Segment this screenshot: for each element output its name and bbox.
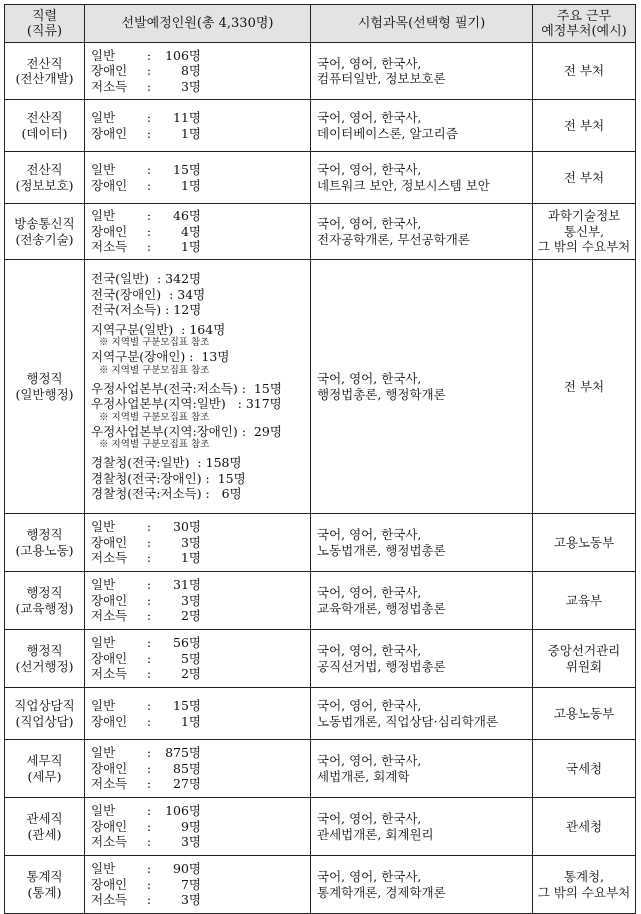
table-row xyxy=(5,43,636,100)
hiring-line xyxy=(91,745,306,761)
series-label: 전산직 xyxy=(26,55,63,71)
hiring-category: 일반 xyxy=(91,635,116,651)
hiring-line xyxy=(91,162,306,178)
hiring-line xyxy=(91,666,306,682)
hiring-category: 일반 xyxy=(91,803,116,819)
hiring-count: 15명 xyxy=(173,162,201,177)
hiring-count: 1명 xyxy=(180,239,201,255)
hiring-category: 일반 xyxy=(91,745,116,761)
hiring-category: 장애인 xyxy=(91,534,128,550)
hiring-line xyxy=(91,714,306,730)
series-label: 세무직 xyxy=(26,753,63,768)
hiring-category: 일반 xyxy=(91,698,116,713)
series-label: 행정직 xyxy=(26,585,63,600)
subjects-cell xyxy=(311,572,533,630)
hiring-category: 일반 xyxy=(91,577,116,593)
hiring-line xyxy=(91,803,306,819)
recruitment-table xyxy=(4,4,636,914)
hiring-line xyxy=(91,776,306,792)
hiring-category: 장애인 xyxy=(91,177,128,193)
hiring-count: 3명 xyxy=(180,592,201,608)
hiring-colon: : xyxy=(146,63,152,79)
hiring-line: 우정사업본부(지역:장애인) : 29명 xyxy=(91,423,282,439)
hiring-line: 우정사업본부(전국:저소득) : 15명 xyxy=(91,380,282,396)
dept-line: 통신부, xyxy=(563,223,605,239)
series-cell xyxy=(5,740,85,798)
hiring-category: 저소득 xyxy=(91,550,128,566)
series-label: (데이터) xyxy=(21,125,68,141)
subject-line: 행정법총론, 행정학개론 xyxy=(317,386,446,402)
series-label: (관세) xyxy=(27,826,62,842)
hiring-category: 일반 xyxy=(91,208,116,224)
series-label: 방송통신직 xyxy=(14,216,75,231)
hiring-line xyxy=(91,126,306,142)
series-label: 행정직 xyxy=(26,643,63,658)
hiring-line xyxy=(91,519,306,535)
series-label: 통계직 xyxy=(26,869,63,884)
hiring-count: 5명 xyxy=(180,650,201,666)
series-label: (선거행정) xyxy=(15,658,74,674)
subjects-cell xyxy=(311,630,533,688)
subject-line: 국어, 영어, 한국사, xyxy=(317,698,422,713)
table-row xyxy=(5,740,636,798)
hiring-category: 일반 xyxy=(91,162,116,177)
series-cell xyxy=(5,630,85,688)
hiring-colon: : xyxy=(146,519,152,535)
hiring-colon: : xyxy=(146,892,152,908)
hiring-colon: : xyxy=(146,745,152,761)
hiring-cell xyxy=(85,204,311,260)
subject-line: 데이터베이스론, 알고리즘 xyxy=(317,125,458,141)
series-cell xyxy=(5,514,85,572)
subject-line: 통계학개론, 경제학개론 xyxy=(317,884,446,900)
hiring-category: 장애인 xyxy=(91,63,128,79)
hiring-colon: : xyxy=(146,78,152,94)
dept-cell xyxy=(533,572,636,630)
hiring-count: 106명 xyxy=(165,47,201,63)
hiring-category: 일반 xyxy=(91,861,116,877)
hiring-colon: : xyxy=(146,223,152,239)
subject-line: 국어, 영어, 한국사, xyxy=(317,753,422,768)
subjects-cell xyxy=(311,740,533,798)
subjects-cell xyxy=(311,856,533,914)
subject-line: 공직선거법, 행정법총론 xyxy=(317,658,446,674)
hiring-category: 일반 xyxy=(91,47,116,63)
dept-line: 과학기술정보 xyxy=(547,208,621,224)
subject-line: 전자공학개론, 무선공학개론 xyxy=(317,231,470,247)
series-label: 직업상담직 xyxy=(14,698,75,713)
series-label: 관세직 xyxy=(26,811,63,826)
region-note: ※ 지역별 구분모집표 참조 xyxy=(99,439,210,451)
series-cell xyxy=(5,43,85,100)
series-cell xyxy=(5,100,85,152)
hiring-line: 우정사업본부(지역:일반) : 317명 xyxy=(91,396,282,412)
hiring-count: 3명 xyxy=(180,534,201,550)
hiring-line xyxy=(91,635,306,651)
hiring-count: 1명 xyxy=(180,125,201,141)
hiring-colon: : xyxy=(146,110,152,125)
hiring-line xyxy=(91,698,306,714)
hiring-count: 875명 xyxy=(165,745,201,761)
hiring-line xyxy=(91,892,306,908)
subjects-cell xyxy=(311,100,533,152)
hiring-colon: : xyxy=(146,803,152,819)
dept-line: 전 부처 xyxy=(563,117,605,133)
subject-line: 네트워크 보안, 정보시스템 보안 xyxy=(317,177,490,193)
subjects-cell xyxy=(311,260,533,514)
hiring-count: 3명 xyxy=(180,892,201,908)
hiring-colon: : xyxy=(146,861,152,877)
series-cell xyxy=(5,204,85,260)
hiring-colon: : xyxy=(146,534,152,550)
hiring-cell xyxy=(85,798,311,856)
hiring-line xyxy=(91,63,306,79)
subject-line: 국어, 영어, 한국사, xyxy=(317,869,422,884)
hiring-colon: : xyxy=(146,635,152,651)
series-label: (세무) xyxy=(27,768,62,784)
hiring-line: 경찰청(전국:일반) : 158명 xyxy=(91,455,242,471)
hiring-colon: : xyxy=(146,177,152,193)
table-row xyxy=(5,688,636,740)
dept-cell xyxy=(533,260,636,514)
hiring-count: 2명 xyxy=(180,666,201,682)
hiring-line xyxy=(91,608,306,624)
subject-line: 국어, 영어, 한국사, xyxy=(317,527,422,542)
hiring-line xyxy=(91,550,306,566)
hiring-count: 106명 xyxy=(165,803,201,819)
hiring-category: 장애인 xyxy=(91,760,128,776)
hiring-category: 장애인 xyxy=(91,876,128,892)
hiring-category: 장애인 xyxy=(91,592,128,608)
hiring-colon: : xyxy=(146,239,152,255)
series-label: 전산직 xyxy=(26,162,63,177)
hiring-line: 지역구분(장애인) : 13명 xyxy=(91,349,230,365)
hiring-cell xyxy=(85,43,311,100)
dept-cell xyxy=(533,798,636,856)
dept-line: 위원회 xyxy=(565,658,603,674)
hiring-line xyxy=(91,178,306,194)
table-row xyxy=(5,514,636,572)
table-row xyxy=(5,260,636,514)
hiring-category: 장애인 xyxy=(91,125,128,141)
header-hiring: 선발예정인원(총 4,330명) xyxy=(85,5,311,43)
dept-cell xyxy=(533,688,636,740)
hiring-line xyxy=(91,761,306,777)
dept-cell xyxy=(533,514,636,572)
hiring-line xyxy=(91,819,306,835)
hiring-line xyxy=(91,593,306,609)
series-cell xyxy=(5,260,85,514)
subject-line: 노동법개론, 행정법총론 xyxy=(317,542,446,558)
dept-line: 고용노동부 xyxy=(553,705,615,721)
subject-line: 국어, 영어, 한국사, xyxy=(317,162,422,177)
hiring-count: 4명 xyxy=(180,223,201,239)
hiring-count: 9명 xyxy=(180,818,201,834)
dept-cell xyxy=(533,152,636,204)
hiring-cell xyxy=(85,572,311,630)
hiring-category: 저소득 xyxy=(91,834,128,850)
hiring-category: 저소득 xyxy=(91,239,128,255)
dept-line: 교육부 xyxy=(565,592,603,608)
hiring-count: 2명 xyxy=(180,608,201,624)
dept-line: 그 밖의 수요부처 xyxy=(537,884,631,900)
hiring-count: 56명 xyxy=(173,635,201,651)
subjects-cell xyxy=(311,798,533,856)
dept-line: 중앙선거관리 xyxy=(547,643,621,658)
subject-line: 국어, 영어, 한국사, xyxy=(317,216,422,231)
hiring-count: 30명 xyxy=(173,519,201,535)
dept-cell xyxy=(533,630,636,688)
series-label: 전산직 xyxy=(26,110,63,125)
hiring-colon: : xyxy=(146,47,152,63)
hiring-category: 일반 xyxy=(91,110,116,125)
series-label: 행정직 xyxy=(26,527,63,542)
hiring-colon: : xyxy=(146,650,152,666)
subject-line: 국어, 영어, 한국사, xyxy=(317,643,422,658)
hiring-colon: : xyxy=(146,162,152,177)
subject-line: 국어, 영어, 한국사, xyxy=(317,585,422,600)
hiring-colon: : xyxy=(146,818,152,834)
subject-line: 노동법개론, 직업상담·심리학개론 xyxy=(317,713,498,729)
hiring-line: 지역구분(일반) : 164명 xyxy=(91,321,226,337)
series-cell xyxy=(5,152,85,204)
table-row xyxy=(5,152,636,204)
hiring-category: 저소득 xyxy=(91,776,128,792)
hiring-colon: : xyxy=(146,876,152,892)
hiring-colon: : xyxy=(146,125,152,141)
hiring-cell xyxy=(85,100,311,152)
hiring-category: 저소득 xyxy=(91,666,128,682)
subject-line: 컴퓨터일반, 정보보호론 xyxy=(317,71,446,86)
hiring-line: 전국(장애인) : 34명 xyxy=(91,286,206,302)
hiring-cell xyxy=(85,856,311,914)
hiring-cell xyxy=(85,688,311,740)
series-label: (전산개발) xyxy=(15,71,74,86)
hiring-line xyxy=(91,224,306,240)
series-label: (직업상담) xyxy=(15,713,74,729)
hiring-line: 전국(저소득) : 12명 xyxy=(91,302,202,318)
dept-cell xyxy=(533,740,636,798)
hiring-count: 85명 xyxy=(173,760,201,776)
table-row xyxy=(5,856,636,914)
series-label: (전송기술) xyxy=(15,231,74,247)
hiring-line xyxy=(91,239,306,255)
hiring-colon: : xyxy=(146,834,152,850)
header-series: 직렬 (직류) xyxy=(5,5,85,43)
hiring-category: 장애인 xyxy=(91,713,128,729)
hiring-line xyxy=(91,651,306,667)
hiring-line xyxy=(91,535,306,551)
hiring-colon: : xyxy=(146,550,152,566)
hiring-count: 27명 xyxy=(173,776,201,792)
hiring-line: 전국(일반) : 342명 xyxy=(91,271,202,287)
table-row xyxy=(5,572,636,630)
hiring-count: 1명 xyxy=(180,177,201,193)
hiring-line: 경찰청(전국:장애인) : 15명 xyxy=(91,470,246,486)
subject-line: 국어, 영어, 한국사, xyxy=(317,55,422,71)
hiring-cell xyxy=(85,260,311,514)
header-row xyxy=(5,5,636,43)
dept-cell xyxy=(533,204,636,260)
hiring-line xyxy=(91,48,306,64)
dept-line: 통계청, xyxy=(563,869,605,884)
hiring-line xyxy=(91,208,306,224)
hiring-category: 장애인 xyxy=(91,650,128,666)
region-note: ※ 지역별 구분모집표 참조 xyxy=(99,364,210,376)
hiring-count: 7명 xyxy=(180,876,201,892)
hiring-cell xyxy=(85,740,311,798)
subject-line: 국어, 영어, 한국사, xyxy=(317,371,422,386)
dept-line: 그 밖의 수요부처 xyxy=(537,239,631,255)
dept-cell xyxy=(533,43,636,100)
hiring-count: 15명 xyxy=(173,698,201,713)
subject-line: 국어, 영어, 한국사, xyxy=(317,110,422,125)
series-label: (통계) xyxy=(27,884,62,900)
hiring-category: 일반 xyxy=(91,519,116,535)
region-note: ※ 지역별 구분모집표 참조 xyxy=(99,337,210,349)
table-row xyxy=(5,100,636,152)
region-note: ※ 지역별 구분모집표 참조 xyxy=(99,411,210,423)
hiring-line xyxy=(91,861,306,877)
hiring-colon: : xyxy=(146,608,152,624)
hiring-line xyxy=(91,834,306,850)
table-row xyxy=(5,798,636,856)
hiring-colon: : xyxy=(146,208,152,224)
series-label: (일반행정) xyxy=(15,386,74,402)
hiring-line xyxy=(91,110,306,126)
hiring-count: 11명 xyxy=(173,110,201,125)
hiring-count: 1명 xyxy=(180,550,201,566)
hiring-category: 장애인 xyxy=(91,223,128,239)
subjects-cell xyxy=(311,43,533,100)
hiring-line xyxy=(91,877,306,893)
hiring-colon: : xyxy=(146,577,152,593)
dept-line: 전 부처 xyxy=(563,63,605,79)
subject-line: 국어, 영어, 한국사, xyxy=(317,811,422,826)
subject-line: 교육학개론, 행정법총론 xyxy=(317,600,446,616)
hiring-cell xyxy=(85,152,311,204)
series-label: 행정직 xyxy=(26,371,63,386)
hiring-colon: : xyxy=(146,666,152,682)
subjects-cell xyxy=(311,688,533,740)
hiring-category: 저소득 xyxy=(91,78,128,94)
hiring-line: 경찰청(전국:저소득) : 6명 xyxy=(91,486,242,502)
hiring-colon: : xyxy=(146,760,152,776)
hiring-count: 3명 xyxy=(180,834,201,850)
hiring-line xyxy=(91,577,306,593)
hiring-count: 3명 xyxy=(180,78,201,94)
series-label: (고용노동) xyxy=(15,542,74,558)
hiring-cell xyxy=(85,514,311,572)
series-cell xyxy=(5,798,85,856)
hiring-count: 46명 xyxy=(173,208,201,224)
hiring-colon: : xyxy=(146,776,152,792)
hiring-count: 8명 xyxy=(180,63,201,79)
series-cell xyxy=(5,572,85,630)
dept-line: 국세청 xyxy=(565,760,603,776)
series-cell xyxy=(5,688,85,740)
hiring-count: 90명 xyxy=(173,861,201,877)
hiring-colon: : xyxy=(146,713,152,729)
hiring-category: 장애인 xyxy=(91,818,128,834)
hiring-line xyxy=(91,79,306,95)
hiring-cell xyxy=(85,630,311,688)
hiring-colon: : xyxy=(146,592,152,608)
table-row xyxy=(5,204,636,260)
hiring-count: 31명 xyxy=(173,577,201,593)
subject-line: 세법개론, 회계학 xyxy=(317,768,410,784)
hiring-category: 저소득 xyxy=(91,608,128,624)
series-label: (정보보호) xyxy=(15,177,74,193)
subjects-cell xyxy=(311,204,533,260)
series-cell xyxy=(5,856,85,914)
dept-line: 고용노동부 xyxy=(553,534,615,550)
table-row xyxy=(5,630,636,688)
header-dept: 주요 근무 예정부처(예시) xyxy=(533,5,636,43)
subject-line: 관세법개론, 회계원리 xyxy=(317,826,434,842)
dept-line: 전 부처 xyxy=(563,378,605,394)
series-label: (교육행정) xyxy=(15,600,74,616)
hiring-colon: : xyxy=(146,698,152,713)
dept-cell xyxy=(533,100,636,152)
hiring-count: 1명 xyxy=(180,713,201,729)
header-subjects: 시험과목(선택형 필기) xyxy=(311,5,533,43)
subjects-cell xyxy=(311,152,533,204)
hiring-category: 저소득 xyxy=(91,892,128,908)
dept-cell xyxy=(533,856,636,914)
subjects-cell xyxy=(311,514,533,572)
dept-line: 전 부처 xyxy=(563,169,605,185)
dept-line: 관세청 xyxy=(565,818,603,834)
